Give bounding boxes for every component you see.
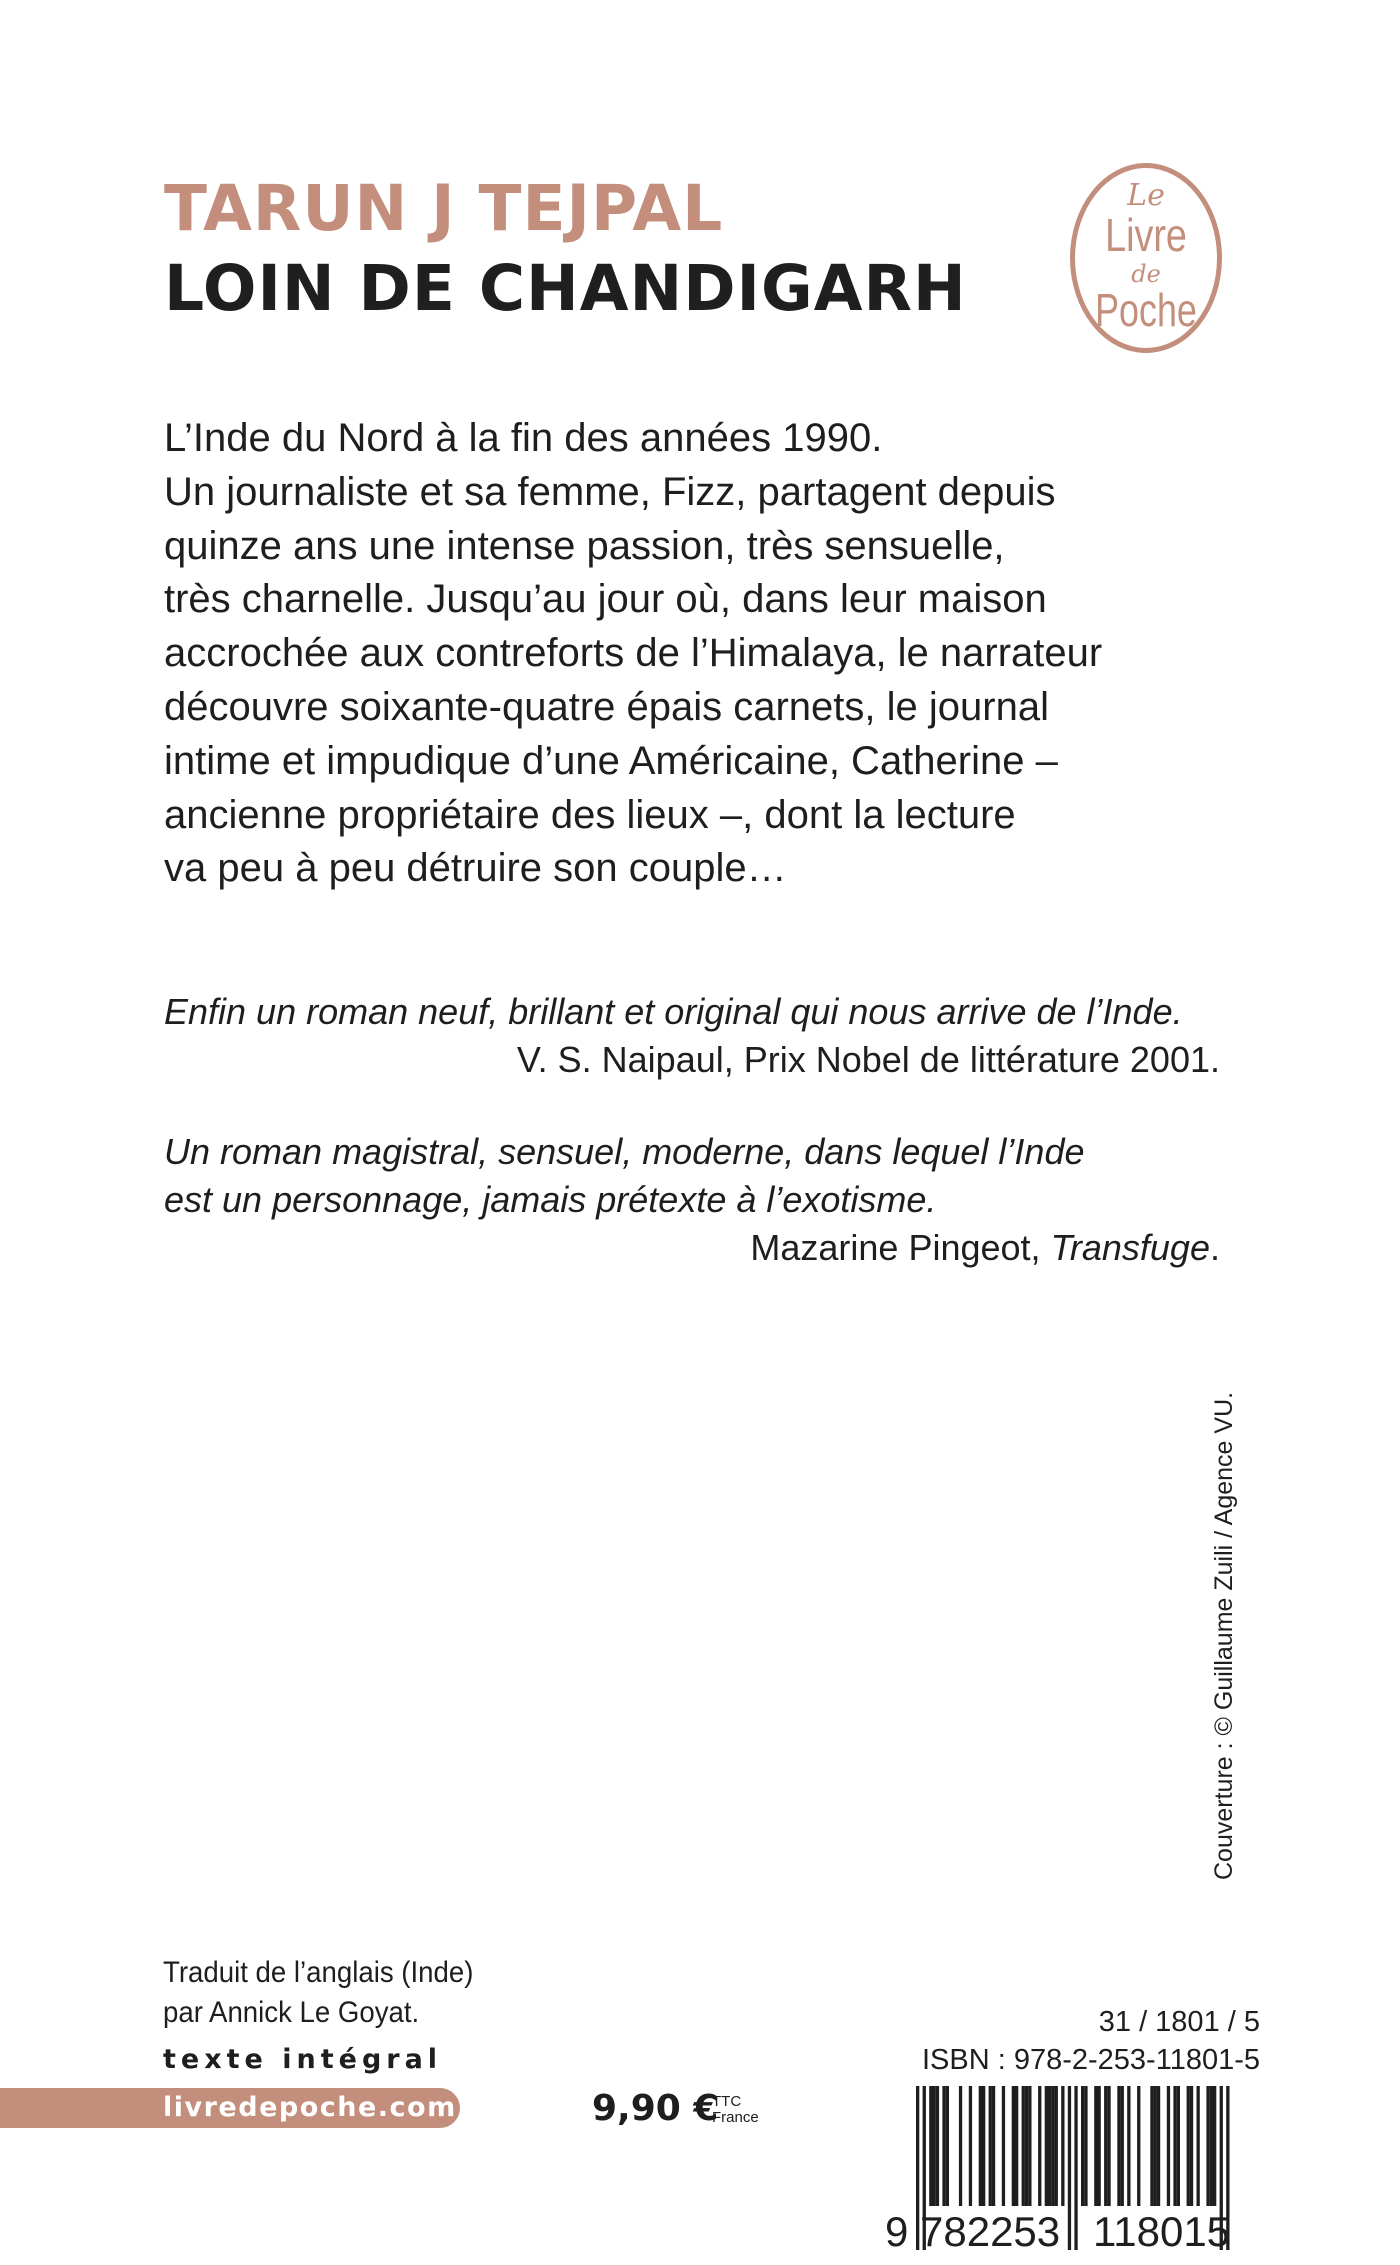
blurb-line: quinze ans une intense passion, très sensuelle, (164, 523, 1005, 568)
blurb-line: accrochée aux contreforts de l’Himalaya, le narrateur (164, 631, 1103, 676)
barcode-bar (982, 2086, 985, 2206)
barcode-bar (1127, 2086, 1130, 2206)
logo-line-poche: Poche (1095, 284, 1197, 336)
barcode-bar (1015, 2086, 1018, 2206)
barcode-bar (929, 2086, 932, 2206)
quote-text: est un personnage, jamais prétexte à l’exotisme. (164, 1179, 937, 1220)
barcode-bar (1154, 2086, 1157, 2206)
barcode-bar (1197, 2086, 1200, 2206)
translation-credit (163, 1953, 500, 2033)
quote-text: Enfin un roman neuf, brillant et original qui nous arrive de l’Inde. (164, 991, 1183, 1032)
barcode-bar (959, 2086, 962, 2206)
price-note-ttc: TTC (712, 2093, 742, 2110)
logo-line-de: de (1131, 260, 1161, 288)
barcode-bar (1206, 2086, 1209, 2206)
blurb-line: ancienne propriétaire des lieux –, dont la lecture (164, 792, 1016, 837)
blurb-line: très charnelle. Jusqu’au jour où, dans leur maison (164, 577, 1047, 622)
barcode-bar (1038, 2086, 1041, 2206)
barcode-bar (1002, 2086, 1005, 2206)
quote-source-name: Mazarine Pingeot, (750, 1227, 1051, 1268)
barcode-bar (1210, 2086, 1213, 2206)
barcode-bar (1025, 2086, 1028, 2206)
barcode-bar (1190, 2086, 1193, 2206)
publisher-code: 31 / 1801 / 5 (1098, 2006, 1260, 2038)
barcode-bar (1048, 2086, 1051, 2206)
translation-line-1: Traduit de l’anglais (Inde) (163, 1956, 474, 1989)
author-name: TARUN J TEJPAL (164, 172, 724, 245)
logo-line-livre: Livre (1105, 209, 1187, 261)
review-quote-naipaul (164, 988, 1220, 1084)
barcode-bar (1150, 2086, 1153, 2206)
barcode-bar (1045, 2086, 1048, 2206)
barcode-bar (979, 2086, 982, 2206)
price-note-france: France (712, 2109, 759, 2126)
price-note (712, 2094, 759, 2126)
barcode-digits (885, 2208, 1260, 2258)
cover-photo-credit: Couverture : © Guillaume Zuili / Agence VU. (1210, 1391, 1238, 1880)
price: 9,90 € (592, 2088, 719, 2129)
barcode-bar (1098, 2086, 1101, 2206)
quote-source-publication: Transfuge (1050, 1227, 1210, 1268)
barcode-bar (1094, 2086, 1097, 2206)
barcode-bar (1137, 2086, 1140, 2206)
barcode-bar (1177, 2086, 1180, 2206)
barcode-bar (1121, 2086, 1124, 2206)
texte-integral-label: texte intégral (163, 2044, 443, 2075)
barcode-bar (992, 2086, 995, 2206)
isbn: ISBN : 978-2-253-11801-5 (921, 2044, 1260, 2076)
barcode-bar (969, 2086, 972, 2206)
barcode-bar (942, 2086, 945, 2206)
barcode-bar (1213, 2086, 1216, 2206)
barcode-bar (989, 2086, 992, 2206)
barcode-right-group: 118015 (1093, 2208, 1231, 2255)
barcode-bar (1055, 2086, 1058, 2206)
barcode-bar (1022, 2086, 1025, 2206)
barcode-bar (1104, 2086, 1107, 2206)
barcode-bar (946, 2086, 949, 2206)
barcode-bar (1051, 2086, 1054, 2206)
barcode-bar (1081, 2086, 1084, 2206)
blurb-line: L’Inde du Nord à la fin des années 1990. (164, 416, 883, 460)
blurb (164, 412, 1244, 896)
barcode-bar (1173, 2086, 1176, 2206)
quote-source-end: . (1209, 1227, 1220, 1268)
barcode-bar (936, 2086, 939, 2206)
barcode-bar (1012, 2086, 1015, 2206)
barcode-bar (1157, 2086, 1160, 2206)
blurb-line: Un journaliste et sa femme, Fizz, partagent depuis (164, 469, 1056, 514)
website-banner: livredepoche.com (0, 2088, 460, 2128)
translation-line-2: par Annick Le Goyat. (163, 1996, 420, 2029)
review-quote-pingeot (164, 1128, 1220, 1272)
publisher-logo (1070, 163, 1222, 353)
blurb-line: va peu à peu détruire son couple… (164, 846, 787, 891)
blurb-line: découvre soixante-quatre épais carnets, le journal (164, 684, 1049, 729)
quote-source (164, 1224, 1220, 1272)
book-title: LOIN DE CHANDIGARH (164, 252, 967, 325)
blurb-line: intime et impudique d’une Américaine, Catherine – (164, 738, 1058, 783)
logo-line-le: Le (1127, 178, 1165, 213)
barcode-bar (1167, 2086, 1170, 2206)
barcode-bar (1061, 2086, 1064, 2206)
barcode-bar (1117, 2086, 1120, 2206)
barcode-bar (933, 2086, 936, 2206)
barcode-bar (1107, 2086, 1110, 2206)
quote-text: Un roman magistral, sensuel, moderne, dans lequel l’Inde (164, 1131, 1085, 1172)
barcode-left-group: 782253 (920, 2208, 1061, 2255)
barcode-bar (1187, 2086, 1190, 2206)
barcode-bar (1084, 2086, 1087, 2206)
barcode-bar (1028, 2086, 1031, 2206)
barcode-first-digit: 9 (885, 2208, 909, 2255)
quote-source: V. S. Naipaul, Prix Nobel de littérature 2001. (516, 1039, 1220, 1080)
